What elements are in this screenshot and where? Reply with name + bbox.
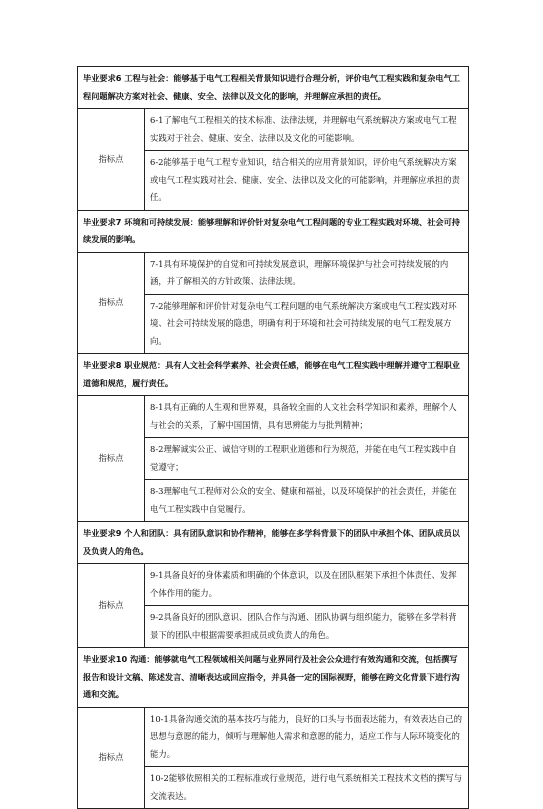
requirement-row-10 xyxy=(78,648,469,708)
requirement-title: 毕业要求7 环境和可持续发展：能够理解和评价针对复杂电气工程问题的专业工程实践对环境、社会可持续发展的影响。 xyxy=(78,210,469,252)
indicator-label: 指标点 xyxy=(78,564,145,648)
indicator-label: 指标点 xyxy=(78,396,145,522)
indicator-text: 7-1具有环境保护的自觉和可持续发展意识，理解环境保护与社会可持续发展的内涵，并了解相关的方针政策、法律法规。 xyxy=(145,252,469,294)
indicator-text: 6-1了解电气工程相关的技术标准、法律法规，并理解电气系统解决方案或电气工程实践对于社会、健康、安全、法律以及文化的可能影响。 xyxy=(145,109,469,151)
indicator-text: 8-2理解诚实公正、诚信守则的工程职业道德和行为规范，并能在电气工程实践中自觉遵守； xyxy=(145,438,469,480)
indicator-text: 6-2能够基于电气工程专业知识，结合相关的应用背景知识，评价电气系统解决方案或电气工程实践对社会、健康、安全、法律以及文化的可能影响，并理解应承担的责任。 xyxy=(145,151,469,211)
requirement-row-7 xyxy=(78,210,469,252)
indicator-text: 10-2能够依照相关的工程标准或行业规范，进行电气系统相关工程技术文档的撰写与交流表达。 xyxy=(145,767,469,809)
indicator-label: 指标点 xyxy=(78,252,145,354)
requirement-title: 毕业要求8 职业规范：具有人文社会科学素养、社会责任感，能够在电气工程实践中理解并遵守工程职业道德和规范，履行责任。 xyxy=(78,354,469,396)
indicator-row xyxy=(78,396,469,438)
indicator-text: 7-2能够理解和评价针对复杂电气工程问题的电气系统解决方案或电气工程实践对环境、社会可持续发展的隐患，明确有利于环境和社会可持续发展的电气工程发展方向。 xyxy=(145,294,469,354)
requirement-title: 毕业要求6 工程与社会：能够基于电气工程相关背景知识进行合理分析，评价电气工程实践和复杂电气工程问题解决方案对社会、健康、安全、法律以及文化的影响，并理解应承担的责任。 xyxy=(78,67,469,109)
indicator-row xyxy=(78,707,469,767)
indicator-label: 指标点 xyxy=(78,109,145,211)
indicator-row xyxy=(78,252,469,294)
indicator-text: 9-2具备良好的团队意识、团队合作与沟通、团队协调与组织能力，能够在多学科背景下的团队中根据需要承担成员或负责人的角色。 xyxy=(145,606,469,648)
requirement-row-6 xyxy=(78,67,469,109)
graduation-requirements-table xyxy=(77,66,469,809)
indicator-text: 10-1具备沟通交流的基本技巧与能力，良好的口头与书面表达能力，有效表达自己的思想与意愿的能力，倾听与理解他人需求和意愿的能力，适应工作与人际环境变化的能力。 xyxy=(145,707,469,767)
requirement-title: 毕业要求9 个人和团队：具有团队意识和协作精神，能够在多学科背景下的团队中承担个体、团队成员以及负责人的角色。 xyxy=(78,522,469,564)
indicator-row xyxy=(78,109,469,151)
indicator-text: 9-1具备良好的身体素质和明确的个体意识，以及在团队框架下承担个体责任、发挥个体作用的能力。 xyxy=(145,564,469,606)
indicator-text: 8-3理解电气工程师对公众的安全、健康和福祉，以及环境保护的社会责任，并能在电气工程实践中自觉履行。 xyxy=(145,480,469,522)
indicator-text: 8-1具有正确的人生观和世界观，具备较全面的人文社会科学知识和素养，理解个人与社会的关系，了解中国国情，具有思辨能力与批判精神； xyxy=(145,396,469,438)
indicator-row xyxy=(78,564,469,606)
requirement-title: 毕业要求10 沟通：能够就电气工程领域相关问题与业界同行及社会公众进行有效沟通和交流，包括撰写报告和设计文稿、陈述发言、清晰表达或回应指令，并具备一定的国际视野，能够在跨文化背景下进行沟通和交流。 xyxy=(78,648,469,708)
requirement-row-9 xyxy=(78,522,469,564)
indicator-label: 指标点 xyxy=(78,707,145,809)
requirement-row-8 xyxy=(78,354,469,396)
